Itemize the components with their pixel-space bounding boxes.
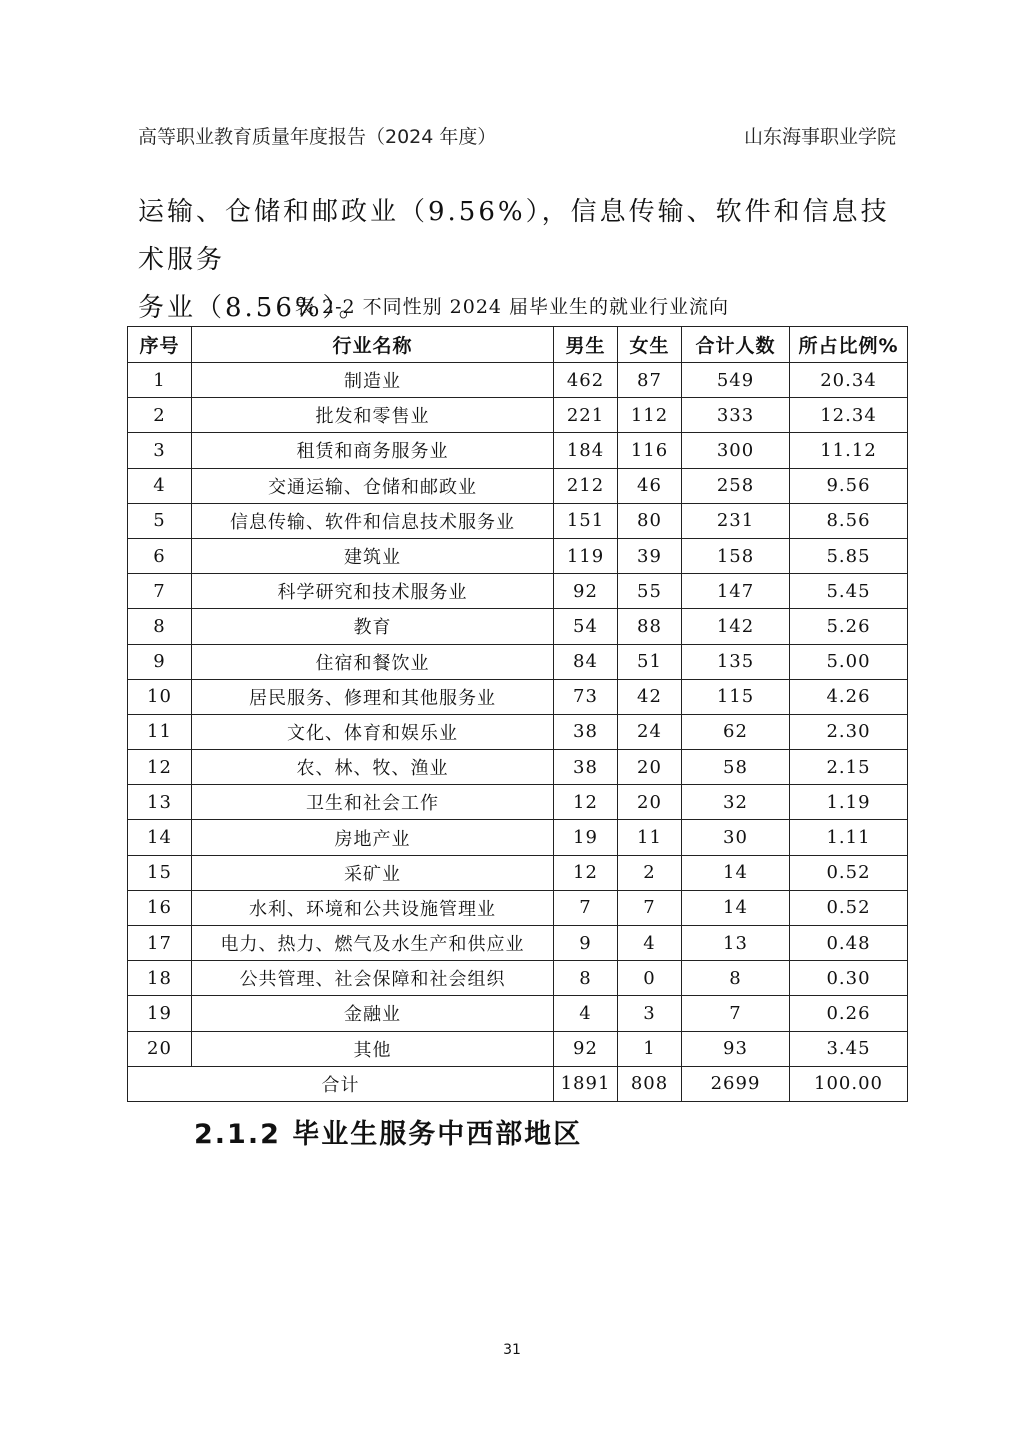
industry-name: 建筑业 <box>192 538 554 573</box>
ratio: 5.00 <box>790 644 908 679</box>
industry-name: 制造业 <box>192 363 554 398</box>
column-header: 行业名称 <box>192 327 554 363</box>
table-row <box>128 855 908 890</box>
male-count: 38 <box>554 750 618 785</box>
column-header: 男生 <box>554 327 618 363</box>
table-row <box>128 363 908 398</box>
table-row <box>128 890 908 925</box>
industry-name: 信息传输、软件和信息技术服务业 <box>192 503 554 538</box>
male-count: 38 <box>554 714 618 749</box>
table-row <box>128 926 908 961</box>
industry-name: 公共管理、社会保障和社会组织 <box>192 961 554 996</box>
industry-name: 卫生和社会工作 <box>192 785 554 820</box>
ratio: 5.45 <box>790 574 908 609</box>
industry-name: 水利、环境和公共设施管理业 <box>192 890 554 925</box>
table-row <box>128 538 908 573</box>
female-count: 51 <box>618 644 682 679</box>
row-index: 13 <box>128 785 192 820</box>
industry-name: 电力、热力、燃气及水生产和供应业 <box>192 926 554 961</box>
table-row <box>128 433 908 468</box>
row-index: 10 <box>128 679 192 714</box>
table-row <box>128 961 908 996</box>
ratio: 1.19 <box>790 785 908 820</box>
industry-name: 金融业 <box>192 996 554 1031</box>
row-index: 6 <box>128 538 192 573</box>
female-count: 87 <box>618 363 682 398</box>
industry-name: 教育 <box>192 609 554 644</box>
industry-name: 其他 <box>192 1031 554 1066</box>
male-count: 8 <box>554 961 618 996</box>
page-header <box>138 122 896 154</box>
ratio: 12.34 <box>790 398 908 433</box>
table-row <box>128 679 908 714</box>
column-header: 女生 <box>618 327 682 363</box>
industry-name: 居民服务、修理和其他服务业 <box>192 679 554 714</box>
female-count: 112 <box>618 398 682 433</box>
male-count: 151 <box>554 503 618 538</box>
ratio: 3.45 <box>790 1031 908 1066</box>
table-caption: 表 2-2 不同性别 2024 届毕业生的就业行业流向 <box>294 296 730 318</box>
table-row <box>128 609 908 644</box>
table-row <box>128 714 908 749</box>
ratio: 1.11 <box>790 820 908 855</box>
total-count: 62 <box>682 714 790 749</box>
row-index: 18 <box>128 961 192 996</box>
total-count: 158 <box>682 538 790 573</box>
total-count: 147 <box>682 574 790 609</box>
row-index: 12 <box>128 750 192 785</box>
column-header: 序号 <box>128 327 192 363</box>
industry-name: 房地产业 <box>192 820 554 855</box>
industry-name: 交通运输、仓储和邮政业 <box>192 468 554 503</box>
female-count: 4 <box>618 926 682 961</box>
ratio: 0.30 <box>790 961 908 996</box>
total-count: 142 <box>682 609 790 644</box>
total-count: 14 <box>682 855 790 890</box>
table-row <box>128 820 908 855</box>
total-count: 32 <box>682 785 790 820</box>
row-index: 11 <box>128 714 192 749</box>
row-index: 17 <box>128 926 192 961</box>
total-row <box>128 1066 908 1101</box>
table-row <box>128 398 908 433</box>
male-count: 19 <box>554 820 618 855</box>
female-count: 7 <box>618 890 682 925</box>
industry-name: 住宿和餐饮业 <box>192 644 554 679</box>
male-count: 4 <box>554 996 618 1031</box>
row-index: 3 <box>128 433 192 468</box>
row-index: 7 <box>128 574 192 609</box>
ratio: 20.34 <box>790 363 908 398</box>
industry-name: 批发和零售业 <box>192 398 554 433</box>
row-index: 9 <box>128 644 192 679</box>
total-count: 8 <box>682 961 790 996</box>
total-count: 58 <box>682 750 790 785</box>
ratio: 9.56 <box>790 468 908 503</box>
female-count: 20 <box>618 750 682 785</box>
female-count: 0 <box>618 961 682 996</box>
female-count: 20 <box>618 785 682 820</box>
female-count: 55 <box>618 574 682 609</box>
total-count: 258 <box>682 468 790 503</box>
female-count: 24 <box>618 714 682 749</box>
male-count: 7 <box>554 890 618 925</box>
table-row <box>128 1031 908 1066</box>
male-count: 212 <box>554 468 618 503</box>
ratio: 0.26 <box>790 996 908 1031</box>
female-count: 2 <box>618 855 682 890</box>
female-count: 80 <box>618 503 682 538</box>
total-count: 93 <box>682 1031 790 1066</box>
row-index: 2 <box>128 398 192 433</box>
table-row <box>128 644 908 679</box>
total-sum: 2699 <box>682 1066 790 1101</box>
total-count: 231 <box>682 503 790 538</box>
total-count: 30 <box>682 820 790 855</box>
row-index: 4 <box>128 468 192 503</box>
table-header-row <box>128 327 908 363</box>
industry-name: 采矿业 <box>192 855 554 890</box>
ratio: 2.30 <box>790 714 908 749</box>
male-count: 119 <box>554 538 618 573</box>
total-female: 808 <box>618 1066 682 1101</box>
male-count: 184 <box>554 433 618 468</box>
table-row <box>128 468 908 503</box>
industry-name: 科学研究和技术服务业 <box>192 574 554 609</box>
ratio: 8.56 <box>790 503 908 538</box>
row-index: 5 <box>128 503 192 538</box>
female-count: 3 <box>618 996 682 1031</box>
table-row <box>128 503 908 538</box>
total-count: 549 <box>682 363 790 398</box>
ratio: 0.52 <box>790 890 908 925</box>
total-count: 135 <box>682 644 790 679</box>
total-label: 合计 <box>128 1066 554 1101</box>
table-row <box>128 785 908 820</box>
ratio: 0.52 <box>790 855 908 890</box>
female-count: 39 <box>618 538 682 573</box>
row-index: 16 <box>128 890 192 925</box>
male-count: 12 <box>554 785 618 820</box>
male-count: 73 <box>554 679 618 714</box>
ratio: 5.26 <box>790 609 908 644</box>
female-count: 88 <box>618 609 682 644</box>
female-count: 42 <box>618 679 682 714</box>
ratio: 11.12 <box>790 433 908 468</box>
total-count: 13 <box>682 926 790 961</box>
column-header: 合计人数 <box>682 327 790 363</box>
table-row <box>128 574 908 609</box>
row-index: 20 <box>128 1031 192 1066</box>
row-index: 1 <box>128 363 192 398</box>
male-count: 84 <box>554 644 618 679</box>
table-row <box>128 750 908 785</box>
total-count: 14 <box>682 890 790 925</box>
industry-name: 文化、体育和娱乐业 <box>192 714 554 749</box>
row-index: 19 <box>128 996 192 1031</box>
section-heading: 2.1.2 毕业生服务中西部地区 <box>194 1119 583 1150</box>
male-count: 92 <box>554 574 618 609</box>
paragraph-line: 运输、仓储和邮政业（9.56%），信息传输、软件和信息技术服务 <box>138 197 890 275</box>
male-count: 92 <box>554 1031 618 1066</box>
total-ratio: 100.00 <box>790 1066 908 1101</box>
report-title: 高等职业教育质量年度报告（2024 年度） <box>138 126 497 148</box>
female-count: 116 <box>618 433 682 468</box>
female-count: 1 <box>618 1031 682 1066</box>
ratio: 2.15 <box>790 750 908 785</box>
row-index: 14 <box>128 820 192 855</box>
page-number: 31 <box>503 1342 521 1358</box>
total-count: 7 <box>682 996 790 1031</box>
industry-name: 农、林、牧、渔业 <box>192 750 554 785</box>
table-row <box>128 996 908 1031</box>
female-count: 46 <box>618 468 682 503</box>
ratio: 5.85 <box>790 538 908 573</box>
row-index: 15 <box>128 855 192 890</box>
industry-name: 租赁和商务服务业 <box>192 433 554 468</box>
table-body <box>128 363 908 1067</box>
school-name: 山东海事职业学院 <box>743 126 896 148</box>
ratio: 0.48 <box>790 926 908 961</box>
total-count: 333 <box>682 398 790 433</box>
column-header: 所占比例% <box>790 327 908 363</box>
female-count: 11 <box>618 820 682 855</box>
ratio: 4.26 <box>790 679 908 714</box>
male-count: 221 <box>554 398 618 433</box>
male-count: 9 <box>554 926 618 961</box>
male-count: 462 <box>554 363 618 398</box>
industry-table <box>127 326 908 1102</box>
total-male: 1891 <box>554 1066 618 1101</box>
paragraph-line: 务业（8.56%）。 <box>138 293 368 323</box>
male-count: 12 <box>554 855 618 890</box>
total-count: 115 <box>682 679 790 714</box>
total-count: 300 <box>682 433 790 468</box>
male-count: 54 <box>554 609 618 644</box>
row-index: 8 <box>128 609 192 644</box>
